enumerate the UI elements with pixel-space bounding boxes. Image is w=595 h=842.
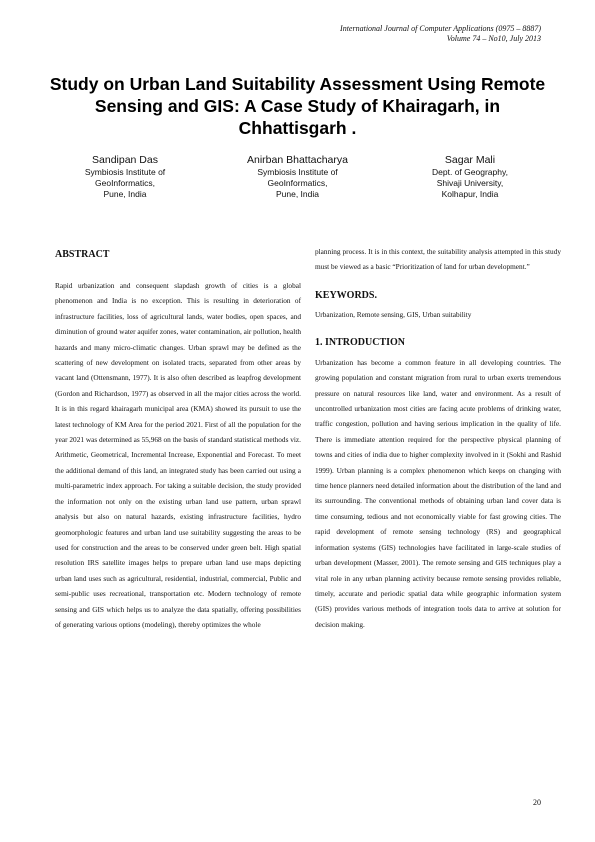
- author-affiliation: Shivaji University,: [436, 178, 504, 188]
- author-block: [213, 153, 383, 200]
- paper-title: Study on Urban Land Suitability Assessment Using Remote Sensing and GIS: A Case Study of Khairagarh, in Chhattisgarh .: [49, 74, 546, 138]
- journal-name: International Journal of Computer Applications (0975 – 8887): [340, 24, 541, 33]
- keywords-text: Urbanization, Remote sensing, GIS, Urban suitability: [315, 309, 472, 319]
- page-number: 20: [533, 798, 541, 807]
- author-affiliation: Kolhapur, India: [441, 189, 499, 199]
- author-name: Anirban Bhattacharya: [247, 154, 348, 166]
- abstract-text: Rapid urbanization and consequent slapdash growth of cities is a global phenomenon and India is no exception. This is resulting in deterioration of infrastructure facilities, loss of agricultural lands, water bodies, open spaces, and diminution of ground water aquifer zones, water contamination, air pollution, health hazards and many micro-climatic changes. Urban sprawl may be defined as the scattering of new development on isolated tracts, separated from other areas by vacant land (Ottensmann, 1977). It is also often described as leapfrog development (Gordon and Richardson, 1977) as observed in all the major cities across the world. It is in this regard khairagarh municipal area (KMA) showed its pursuit to use the latest technology of KM Area for the period 2021. First of all the population for the year 2021 was determined as 55,968 on the basis of standard statistical methods viz. Arithmetic, Geometrical, Incremental Increase, Exponential and Forecast. To meet the additional demand of this land, an integrated study has been carried out using a multi-parametric index approach. For taking a suitable decision, the study provided the information not only on the existing urban land use pattern, urban sprawl analysis but also on natural hazards, existing infrastructure facilities, hydro geomorphologic features and urban land use suitability suggesting the areas to be used for construction and the areas to be conserved under green belt. High spatial resolution IRS satellite images helps to prepare urban land use maps depicting urban land uses such as agricultural, residential, industrial, commercial, Public and semi-public uses recreational, transportation etc. Modern technology of remote sensing and GIS which helps us to analyze the data spatially, offering possibilities of generating various options (modeling), thereby optimizes the whole: [55, 281, 301, 629]
- author-affiliation: GeoInformatics,: [95, 178, 155, 188]
- journal-header: [340, 24, 541, 44]
- author-block: [385, 153, 555, 200]
- introduction-heading: 1. INTRODUCTION: [315, 336, 406, 348]
- author-block: [40, 153, 210, 200]
- author-affiliation: Symbiosis Institute of: [84, 167, 166, 177]
- abstract-heading: ABSTRACT: [55, 249, 110, 260]
- right-column: [315, 244, 561, 632]
- author-affiliation: Pune, India: [103, 189, 147, 199]
- introduction-text: Urbanization has become a common feature in all developing countries. The growing population and constant migration from rural to urban exerts tremendous pressure on natural resources like land, water and environment. As a result of uncontrolled urbanization most cities are facing acute problems of drinking water, traffic congestion, pollution and having serious implication in the quality of life. There is immediate attention required for the perspective physical planning of towns and cities of india due to higher complexity involved in it (Sokhi and Rashid 1999). Urban planning is a complex phenomenon which keeps on changing with time hence planners need detailed information about the distribution of the land and its surrounding. The conventional methods of obtaining urban land cover data is time consuming, tedious and not economically viable for fast growing cities. The rapid development of remote sensing technology (RS) and geographical information systems (GIS) technologies have facilitated in large-scale studies of urban development (Masser, 2001). The remote sensing and GIS techniques play a vital role in any urban planning activity because remote sensing provides reliable, timely, accurate and periodic spatial data while geographic information system (GIS) provides various methods of integration tools data to arrive at solution for decision making.: [315, 357, 561, 629]
- author-name: Sagar Mali: [444, 154, 496, 166]
- author-affiliation: Symbiosis Institute of: [257, 167, 338, 177]
- journal-volume: Volume 74 – No10, July 2013: [446, 34, 541, 43]
- left-column: [55, 244, 301, 632]
- author-list: [40, 153, 555, 200]
- author-affiliation: Dept. of Geography,: [432, 167, 508, 177]
- author-name: Sandipan Das: [92, 154, 158, 166]
- author-affiliation: Pune, India: [275, 189, 319, 199]
- abstract-continuation: planning process. It is in this context, the suitability analysis attempted in this study must be viewed as a basic “Prioritization of land for urban development.”: [315, 247, 561, 272]
- author-affiliation: GeoInformatics,: [267, 178, 328, 188]
- keywords-heading: KEYWORDS.: [315, 289, 377, 301]
